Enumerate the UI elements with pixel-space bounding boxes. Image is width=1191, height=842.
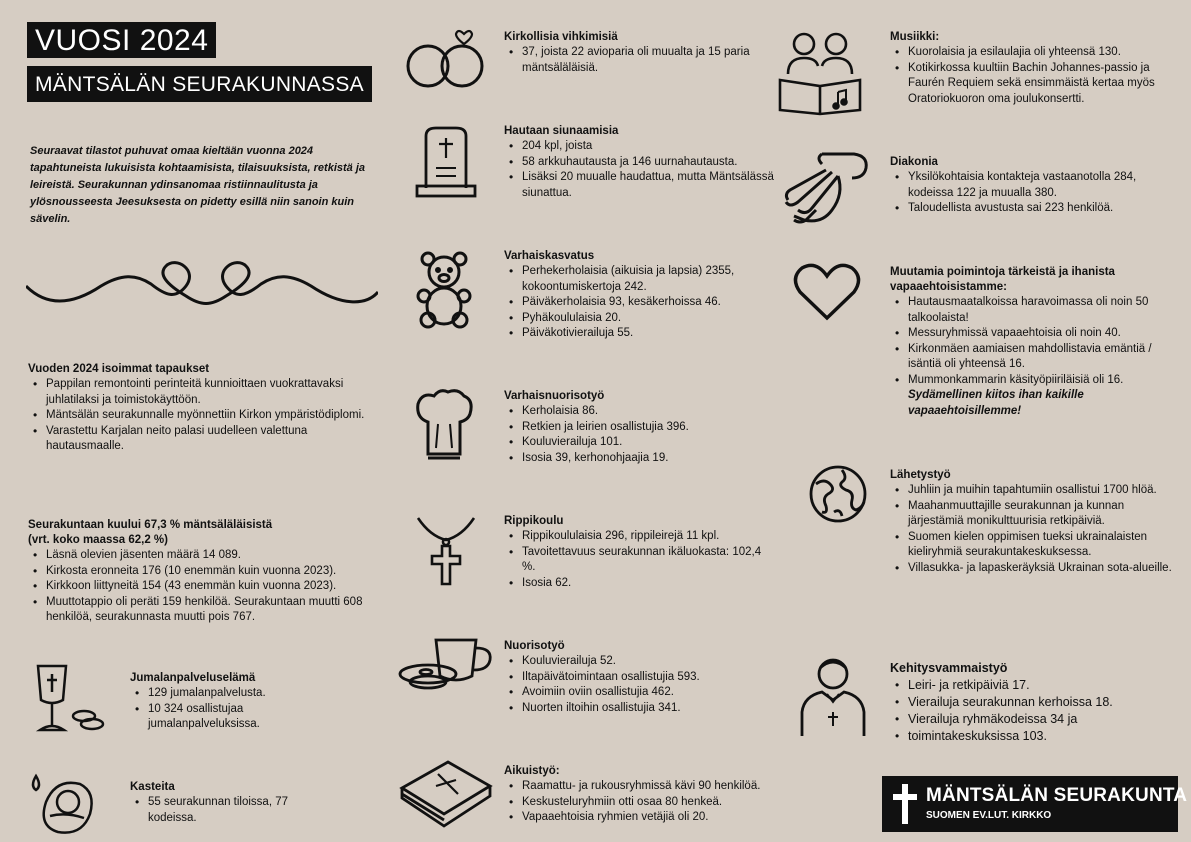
list-item: • Avoimiin oviin osallistujia 462. xyxy=(504,685,776,701)
heart-wave-icon xyxy=(26,244,378,314)
list-item: • Vierailuja ryhmäkodeissa 34 ja xyxy=(890,711,1180,728)
children-work-section xyxy=(504,389,776,466)
cross-necklace-icon xyxy=(414,514,478,590)
diaconia-section xyxy=(890,155,1180,217)
section-title: Hautaan siunaamisia xyxy=(504,125,619,137)
membership-section xyxy=(28,518,384,626)
list-item: • Juhliin ja muihin tapahtumiin osallistui 1700 hlöä. xyxy=(890,483,1180,499)
section-title: Aikuistyö: xyxy=(504,765,560,777)
baby-icon xyxy=(26,772,98,838)
globe-icon xyxy=(808,464,868,524)
list-item: • 58 arkkuhautausta ja 146 uurnahautausta. xyxy=(504,155,776,171)
list-item: • toimintakeskuksissa 103. xyxy=(890,728,1180,745)
wedding-rings-icon xyxy=(404,26,488,88)
section-title: Muutamia poimintoja tärkeistä ja ihanista xyxy=(890,266,1115,278)
list-item: • Messuryhmissä vapaaehtoisia oli noin 40. xyxy=(890,326,1180,342)
intro-text: Seuraavat tilastot puhuvat omaa kieltään vuonna 2024 tapahtuneista lukuisista kohtaamisista, tilaisuuksista, retkistä ja leireistä. Seurakunnan ydinsanomaa ristiinnaulitusta ja ylösnousseesta Jeesuksesta on pidetty esillä niin sanoin kuin sävelin. xyxy=(30,145,366,225)
list-item: • Muuttotappio oli peräti 159 henkilöä. Seurakuntaan muutti 608 henkilöä, seurakunnasta muutti pois 767. xyxy=(28,595,384,626)
baptisms-section xyxy=(130,780,330,826)
list-item: • Villasukka- ja lapaskeräyksiä Ukrainan sota-alueille. xyxy=(890,561,1180,577)
section-title: Varhaisnuorisotyö xyxy=(504,390,605,402)
section-title: Diakonia xyxy=(890,156,938,168)
section-title-cont: vapaaehtoisistamme: xyxy=(890,281,1007,293)
youth-section xyxy=(504,639,776,716)
page-subtitle: MÄNTSÄLÄN SEURAKUNNASSA xyxy=(27,66,372,102)
list-item: • Kouluvierailuja 101. xyxy=(504,435,776,451)
list-item: • Kirkosta eronneita 176 (10 enemmän kuin vuonna 2023). xyxy=(28,564,384,580)
disability-section xyxy=(890,660,1180,745)
list-item: • Kotikirkossa kuultiin Bachin Johannes-passio ja Faurén Requiem sekä ensimmäistä kertaa myös Oratoriokuoron oma joulukonsertti. xyxy=(890,61,1180,108)
section-title: Lähetystyö xyxy=(890,469,951,481)
section-title: Kehitysvammaistyö xyxy=(890,661,1008,675)
list-item: • Yksilökohtaisia kontakteja vastaanotolla 284, kodeissa 122 ja muualla 380. xyxy=(890,170,1180,201)
list-item: • Taloudellista avustusta sai 223 henkilöä. xyxy=(890,201,1180,217)
page-title: VUOSI 2024 xyxy=(27,22,216,58)
section-title: Kirkollisia vihkimisiä xyxy=(504,31,618,43)
logo-subtitle: SUOMEN EV.LUT. KIRKKO xyxy=(926,810,1052,821)
volunteers-section xyxy=(890,265,1180,419)
list-item: • Keskusteluryhmiin otti osaa 80 henkeä. xyxy=(504,795,804,811)
list-item: • Kirkonmäen aamiaisen mahdollistavia emäntiä / isäntiä oli yhteensä 16. xyxy=(890,342,1180,373)
list-item: • Nuorten iltoihin osallistujia 341. xyxy=(504,701,776,717)
list-item: • Isosia 39, kerhonohjaajia 19. xyxy=(504,451,776,467)
section-title: Jumalanpalveluselämä xyxy=(130,672,256,684)
parish-logo xyxy=(882,776,1188,832)
list-item: • 37, joista 22 avioparia oli muualta ja 15 paria mäntsäläläisiä. xyxy=(504,45,754,76)
list-item: • Iltapäivätoimintaan osallistujia 593. xyxy=(504,670,776,686)
funerals-section xyxy=(504,124,776,201)
section-subtitle: (vrt. koko maassa 62,2 %) xyxy=(28,534,168,546)
bible-icon xyxy=(396,756,496,832)
list-item: • Päiväkerholaisia 93, kesäkerhoissa 46. xyxy=(504,295,776,311)
list-item: • Retkien ja leirien osallistujia 396. xyxy=(504,420,776,436)
list-item: • Leiri- ja retkipäiviä 17. xyxy=(890,677,1180,694)
cross-icon xyxy=(891,782,919,831)
list-item: • Perhekerholaisia (aikuisia ja lapsia) 2355, kokoontumiskertoja 242. xyxy=(504,264,776,295)
list-item: • Isosia 62. xyxy=(504,576,764,592)
list-item: • Suomen kielen oppimisen tueksi ukrainalaisten kieliryhmiä seurakuntakeskuksessa. xyxy=(890,530,1180,561)
section-title: Varhaiskasvatus xyxy=(504,250,595,262)
logo-name: MÄNTSÄLÄN SEURAKUNTA xyxy=(926,785,1188,806)
early-childhood-section xyxy=(504,249,776,342)
list-item: • Tavoitettavuus seurakunnan ikäluokasta: 102,4 %. xyxy=(504,545,764,576)
list-item: • 204 kpl, joista xyxy=(504,139,776,155)
list-item: • Hautausmaatalkoissa haravoimassa oli noin 50 talkoolaista! xyxy=(890,295,1180,326)
teddy-bear-icon xyxy=(414,250,474,330)
weddings-section xyxy=(504,30,754,76)
gravestone-icon xyxy=(414,124,478,200)
missions-section xyxy=(890,468,1180,576)
choir-singers-icon xyxy=(776,30,866,116)
chef-hat-icon xyxy=(414,388,474,464)
section-title: Kasteita xyxy=(130,781,175,793)
section-title: Vuoden 2024 isoimmat tapaukset xyxy=(28,363,210,375)
list-item: • Päiväkotivierailuja 55. xyxy=(504,326,776,342)
heart-icon xyxy=(792,262,862,324)
helping-hand-icon xyxy=(782,150,872,228)
list-item: • Lisäksi 20 muualle haudattua, mutta Mäntsälässä siunattua. xyxy=(504,170,776,201)
chalice-icon xyxy=(30,660,106,738)
pastor-icon xyxy=(798,656,868,740)
list-item: • Pappilan remontointi perinteitä kunnioittaen vuokrattavaksi juhlatilaksi ja toimistokäyttöön. xyxy=(28,377,368,408)
section-title: Seurakuntaan kuului 67,3 % mäntsäläläisistä xyxy=(28,519,273,531)
list-item: • Mäntsälän seurakunnalle myönnettiin Kirkon ympäristödiplomi. xyxy=(28,408,368,424)
list-item: • Vierailuja seurakunnan kerhoissa 18. xyxy=(890,694,1180,711)
section-title: Nuorisotyö xyxy=(504,640,565,652)
adults-section xyxy=(504,764,804,826)
worship-section xyxy=(130,671,330,733)
list-item: • Mummonkammarin käsityöpiiriläisiä oli 16. xyxy=(890,373,1180,389)
list-item: • Maahanmuuttajille seurakunnan ja kunnan järjestämiä monikulttuurisia retkipäiviä. xyxy=(890,499,1180,530)
list-item: • Kuorolaisia ja esilaulajia oli yhteensä 130. xyxy=(890,45,1180,61)
list-item: • Kouluvierailuja 52. xyxy=(504,654,776,670)
confirmation-section xyxy=(504,514,764,591)
list-item: • Kirkkoon liittyneitä 154 (43 enemmän kuin vuonna 2023). xyxy=(28,579,384,595)
list-item: • Vapaaehtoisia ryhmien vetäjiä oli 20. xyxy=(504,810,804,826)
thanks-text: Sydämellinen kiitos ihan kaikille vapaaehtoisillemme! xyxy=(908,389,1084,417)
list-item: • Kerholaisia 86. xyxy=(504,404,776,420)
list-item: • Rippikoululaisia 296, rippileirejä 11 kpl. xyxy=(504,529,764,545)
list-item: • Läsnä olevien jäsenten määrä 14 089. xyxy=(28,548,384,564)
list-item: • 55 seurakunnan tiloissa, 77 kodeissa. xyxy=(130,795,330,826)
list-item: • Varastettu Karjalan neito palasi uudelleen valettuna hautausmaalle. xyxy=(28,424,368,455)
section-title: Musiikki: xyxy=(890,31,940,43)
list-item: • 10 324 osallistujaa jumalanpalveluksissa. xyxy=(130,702,330,733)
list-item: • Raamattu- ja rukousryhmissä kävi 90 henkilöä. xyxy=(504,779,804,795)
section-title: Rippikoulu xyxy=(504,515,564,527)
music-section xyxy=(890,30,1180,107)
coffee-cup-icon xyxy=(398,632,496,702)
list-item: • Pyhäkoululaisia 20. xyxy=(504,311,776,327)
biggest-events-section xyxy=(28,362,368,455)
list-item: • 129 jumalanpalvelusta. xyxy=(130,686,330,702)
